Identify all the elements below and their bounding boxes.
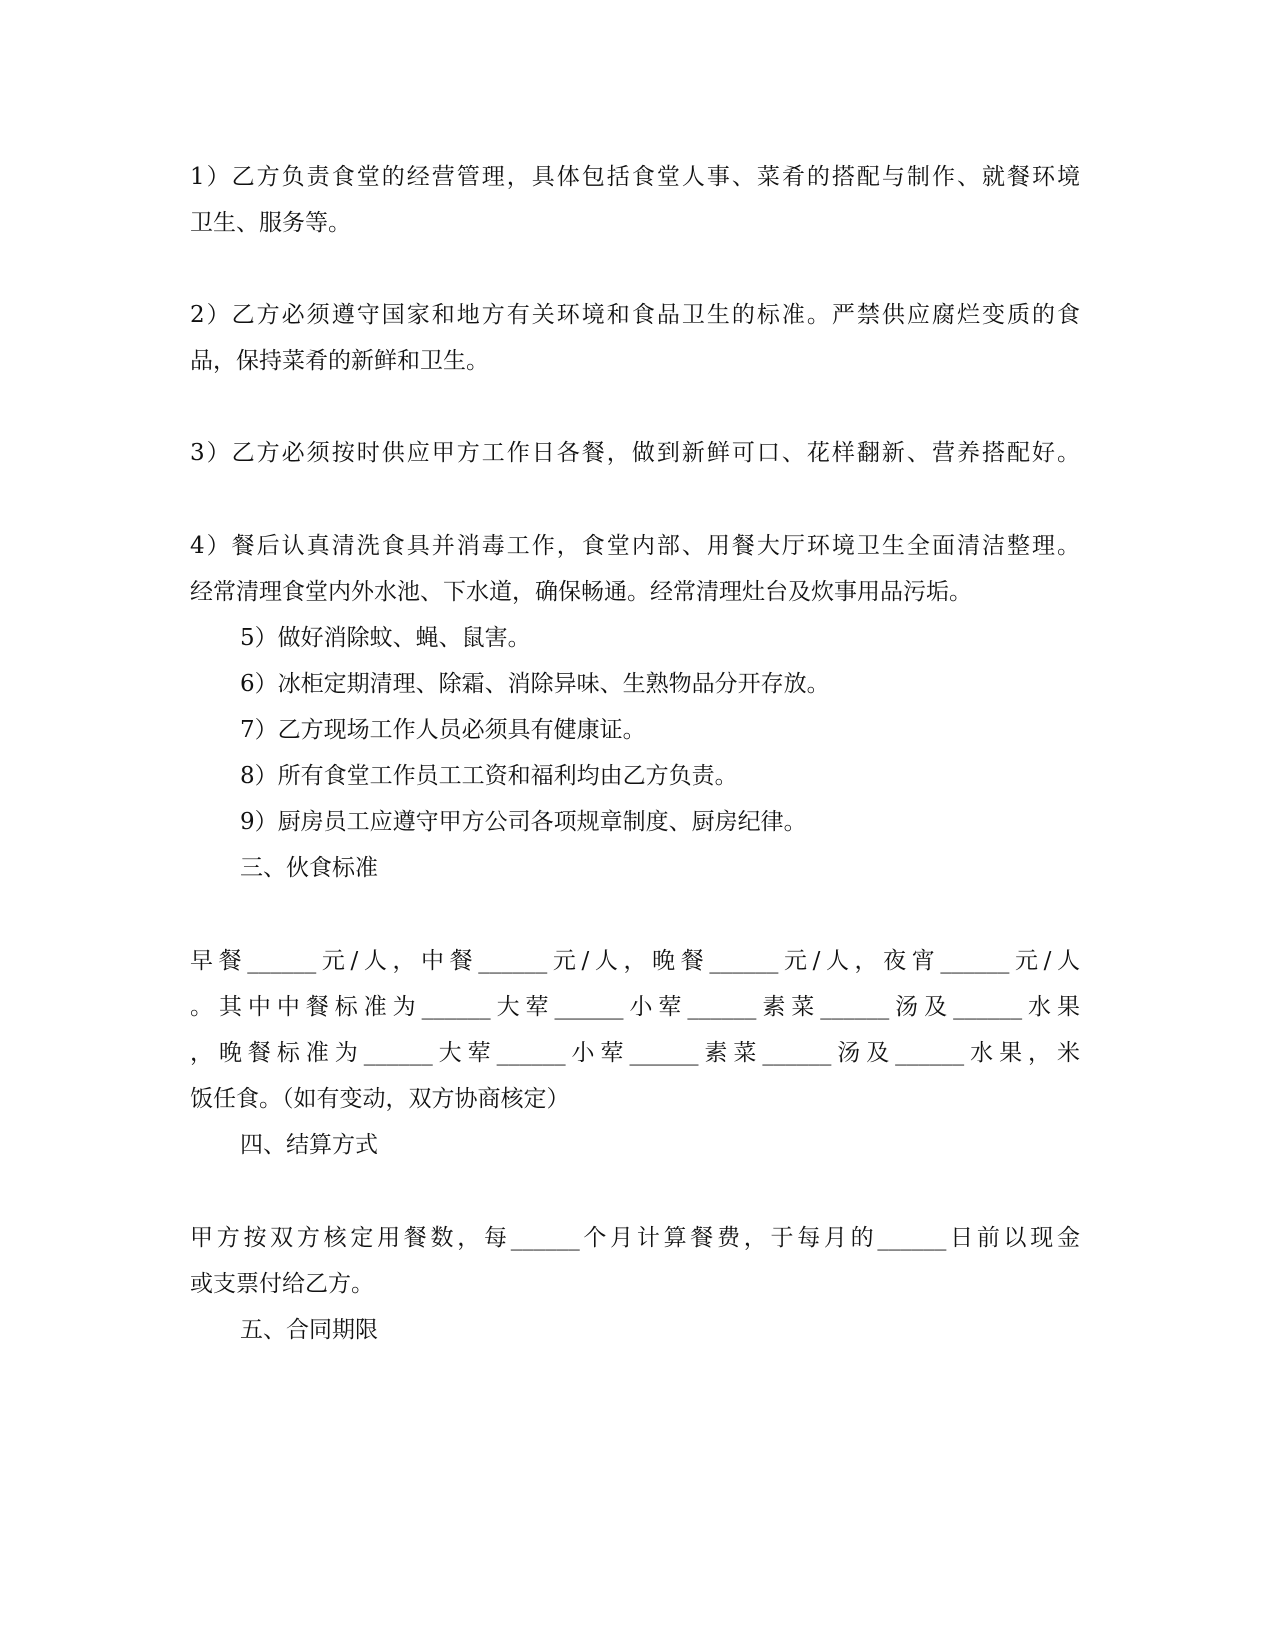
clause-9: 9）厨房员工应遵守甲方公司各项规章制度、厨房纪律。 [240,809,807,835]
clause-7: 7）乙方现场工作人员必须具有健康证。 [240,717,646,743]
section-heading-contract-term: 五、合同期限 [240,1317,378,1343]
clause-1-line-1: 1）乙方负责食堂的经营管理，具体包括食堂人事、菜肴的搭配与制作、就餐环境 [190,164,1080,190]
clause-1-line-2: 卫生、服务等。 [190,210,351,236]
clause-4-line-1: 4）餐后认真清洗食具并消毒工作，食堂内部、用餐大厅环境卫生全面清洁整理。 [190,533,1080,559]
clause-5: 5）做好消除蚊、蝇、鼠害。 [240,625,531,651]
clause-8: 8）所有食堂工作员工工资和福利均由乙方负责。 [240,763,738,789]
section-heading-meal-standard: 三、伙食标准 [240,855,378,881]
clause-2-line-1: 2）乙方必须遵守国家和地方有关环境和食品卫生的标准。严禁供应腐烂变质的食 [190,302,1080,328]
clause-2-line-2: 品，保持菜肴的新鲜和卫生。 [190,348,489,374]
settlement-line-2: 或支票付给乙方。 [190,1271,374,1297]
meal-standard-line-2: 。其中中餐标准为______大荤______小荤______素菜______汤及______水果 [190,994,1081,1020]
clause-3-line-1: 3）乙方必须按时供应甲方工作日各餐，做到新鲜可口、花样翻新、营养搭配好。 [190,440,1080,466]
meal-standard-line-1: 早餐______元/人，中餐______元/人，晚餐______元/人，夜宵______元/人 [190,948,1080,974]
clause-4-line-2: 经常清理食堂内外水池、下水道，确保畅通。经常清理灶台及炊事用品污垢。 [190,579,972,605]
section-heading-settlement: 四、结算方式 [240,1132,378,1158]
meal-standard-line-3: ，晚餐标准为______大荤______小荤______素菜______汤及______水果，米 [190,1040,1080,1066]
clause-6: 6）冰柜定期清理、除霜、消除异味、生熟物品分开存放。 [240,671,830,697]
meal-standard-line-4: 饭任食。（如有变动，双方协商核定） [190,1086,570,1112]
settlement-line-1: 甲方按双方核定用餐数，每______个月计算餐费，于每月的______日前以现金 [190,1225,1080,1251]
